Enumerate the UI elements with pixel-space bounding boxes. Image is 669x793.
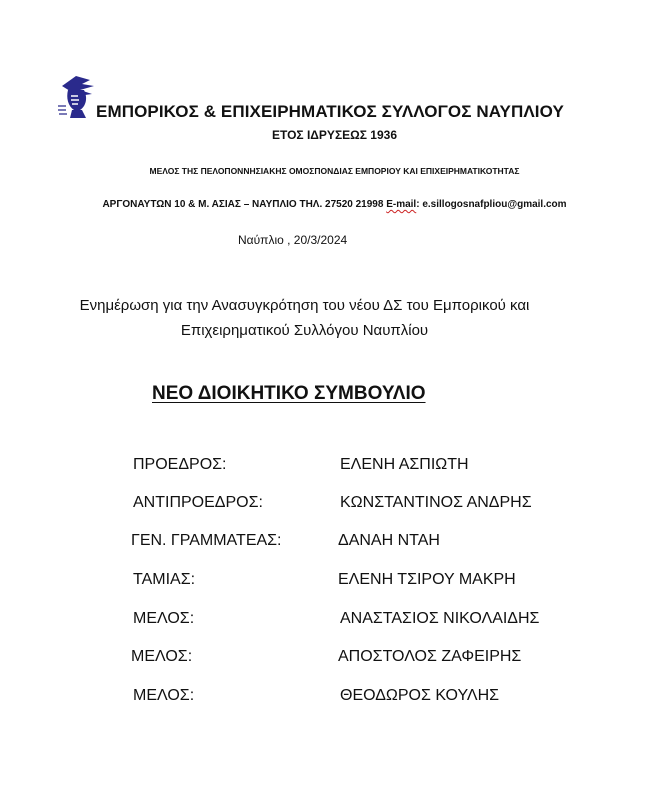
member-role: ΠΡΟΕΔΡΟΣ: — [133, 456, 227, 473]
board-title: ΝΕΟ ΔΙΟΙΚΗΤΙΚΟ ΣΥΜΒΟΥΛΙΟ — [152, 383, 426, 404]
member-role: ΤΑΜΙΑΣ: — [133, 571, 196, 588]
founded-year: ΕΤΟΣ ΙΔΡΥΣΕΩΣ 1936 — [271, 128, 397, 142]
member-role: ΑΝΤΙΠΡΟΕΔΡΟΣ: — [133, 494, 263, 511]
member-name: ΔΑΝΑΗ ΝΤΑΗ — [338, 532, 440, 549]
member-name: ΕΛΕΝΗ ΑΣΠΙΩΤΗ — [340, 456, 469, 473]
member-role: ΜΕΛΟΣ: — [133, 610, 195, 627]
organization-name: ΕΜΠΟΡΙΚΟΣ & ΕΠΙΧΕΙΡΗΜΑΤΙΚΟΣ ΣΥΛΛΟΓΟΣ ΝΑΥΠΛΙΟΥ — [96, 102, 564, 121]
member-row — [0, 648, 669, 672]
hermes-head-logo-icon — [56, 72, 98, 120]
member-row — [0, 687, 669, 711]
member-name: ΚΩΝΣΤΑΝΤΙΝΟΣ ΑΝΔΡΗΣ — [340, 494, 532, 511]
document-date: Ναύπλιο , 20/3/2024 — [238, 233, 348, 247]
member-role: ΜΕΛΟΣ: — [131, 648, 193, 665]
contact-line: ΑΡΓΟΝΑΥΤΩΝ 10 & Μ. ΑΣΙΑΣ – ΝΑΥΠΛΙΟ ΤΗΛ. 27520 21998 E-mail: e.sillogosnafpliou@gmail.com — [102, 199, 567, 210]
subject-line-1: Ενημέρωση για την Ανασυγκρότηση του νέου ΔΣ του Εμπορικού και — [79, 297, 530, 314]
member-row — [0, 610, 669, 634]
member-name: ΑΠΟΣΤΟΛΟΣ ΖΑΦΕΙΡΗΣ — [338, 648, 522, 665]
member-role: ΜΕΛΟΣ: — [133, 687, 195, 704]
member-row — [0, 571, 669, 595]
member-name: ΘΕΟΔΩΡΟΣ ΚΟΥΛΗΣ — [340, 687, 500, 704]
federation-membership: ΜΕΛΟΣ ΤΗΣ ΠΕΛΟΠΟΝΝΗΣΙΑΚΗΣ ΟΜΟΣΠΟΝΔΙΑΣ ΕΜΠΟΡΙΟΥ ΚΑΙ ΕΠΙΧΕΙΡΗΜΑΤΙΚΟΤΗΤΑΣ — [149, 166, 520, 176]
contact-address: ΑΡΓΟΝΑΥΤΩΝ 10 & Μ. ΑΣΙΑΣ – ΝΑΥΠΛΙΟ ΤΗΛ. 27520 21998 — [102, 199, 384, 210]
subject-line-2: Επιχειρηματικού Συλλόγου Ναυπλίου — [180, 322, 429, 339]
member-row — [0, 532, 669, 556]
email-address: e.sillogosnafpliou@gmail.com — [422, 199, 567, 210]
member-row — [0, 456, 669, 480]
member-name: ΕΛΕΝΗ ΤΣΙΡΟΥ ΜΑΚΡΗ — [338, 571, 516, 588]
subject-paragraph — [0, 293, 669, 343]
member-role: ΓΕΝ. ΓΡΑΜΜΑΤΕΑΣ: — [131, 532, 282, 549]
member-name: ΑΝΑΣΤΑΣΙΟΣ ΝΙΚΟΛΑΙΔΗΣ — [340, 610, 540, 627]
email-label: E-mail — [386, 199, 417, 210]
member-row — [0, 494, 669, 518]
